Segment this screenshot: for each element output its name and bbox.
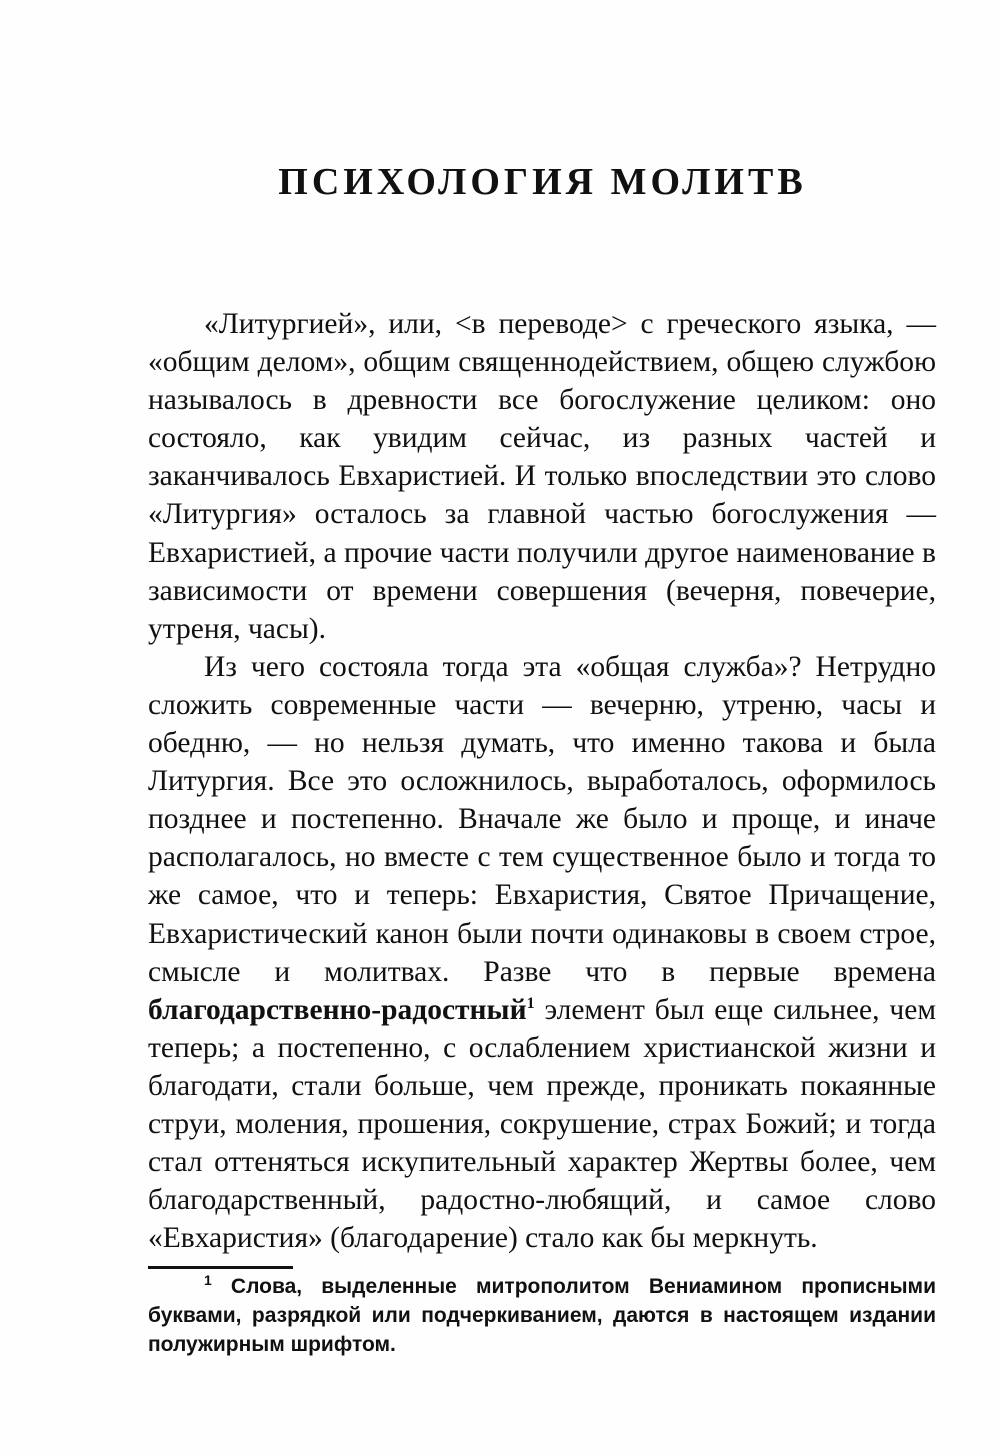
footnote-text: Слова, выделенные митрополитом Вениамином прописными буквами, разрядкой или подчеркиванием, даются в настоящем издании полужирным шрифтом. bbox=[148, 1275, 936, 1356]
bold-phrase: благодарственно-радостный bbox=[148, 993, 527, 1026]
main-text bbox=[148, 305, 936, 1257]
footnote-divider bbox=[148, 1266, 293, 1269]
chapter-title: ПСИХОЛОГИЯ МОЛИТВ bbox=[278, 161, 807, 203]
paragraph-2-start: Из чего состояла тогда эта «общая служба»? Нетрудно сложить современные части — вечерню, утреню, часы и обедню, — но нельзя думать, что именно такова и была Литургия. Все это осложнилось, выработалось, оформилось позднее и постепенно. Вначале же было и проще, и иначе располагалось, но вместе с тем существенное было и тогда то же самое, что и теперь: Евхаристия, Святое Причащение, Евхаристический канон были почти одинаковы в своем строе, смысле и молитвах. Разве что в первые времена bbox=[148, 650, 936, 988]
paragraph-2 bbox=[148, 648, 936, 1258]
footnote-mark: 1 bbox=[204, 1272, 212, 1288]
paragraph-1: «Литургией», или, <в переводе> с греческого языка, — «общим делом», общим священнодействием, общею службою называлось в древности все богослужение целиком: оно состояло, как увидим сейчас, из разных частей и заканчивалось Евхаристией. И только впоследствии это слово «Литургия» осталось за главной частью богослужения — Евхаристией, а прочие части получили другое наименование в зависимости от времени совершения (вечерня, повечерие, утреня, часы). bbox=[148, 308, 936, 645]
paragraph-2-end: элемент был еще сильнее, чем теперь; а постепенно, с ослаблением христианской жизни и благодати, стали больше, чем прежде, проникать покаянные струи, моления, прошения, сокрушение, страх Божий; и тогда стал оттеняться искупительный характер Жертвы более, чем благодарственный, радостно-любящий, и самое слово «Евхаристия» (благодарение) стало как бы меркнуть. bbox=[148, 993, 936, 1255]
footnote bbox=[148, 1272, 936, 1359]
footnote-reference[interactable]: 1 bbox=[526, 994, 535, 1012]
